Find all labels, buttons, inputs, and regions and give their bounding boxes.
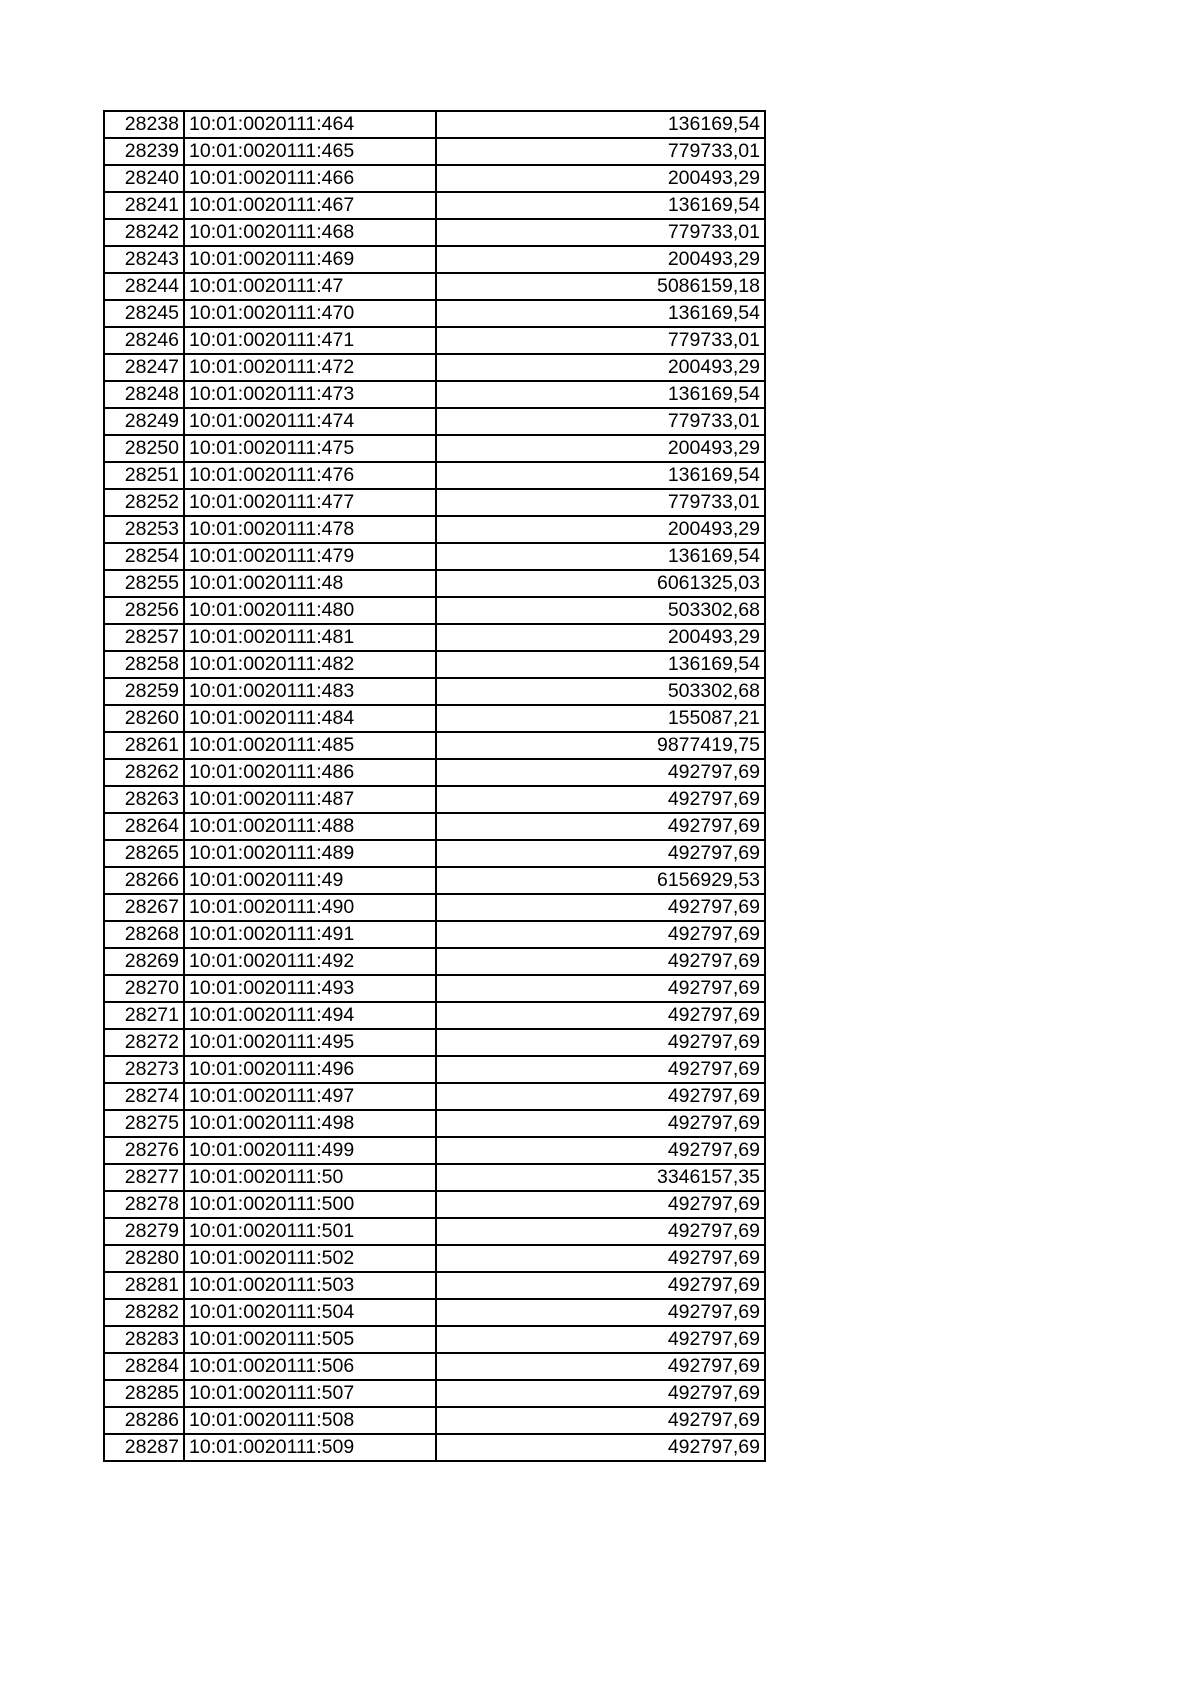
table-row <box>104 1083 765 1110</box>
cadastral-number-cell: 10:01:0020111:486 <box>184 759 436 786</box>
cadastral-value-cell: 492797,69 <box>436 1407 765 1434</box>
cadastral-value-cell: 492797,69 <box>436 1002 765 1029</box>
row-number-cell: 28249 <box>104 408 184 435</box>
row-number-cell: 28248 <box>104 381 184 408</box>
cadastral-number-cell: 10:01:0020111:479 <box>184 543 436 570</box>
table-row <box>104 651 765 678</box>
cadastral-number-cell: 10:01:0020111:503 <box>184 1272 436 1299</box>
cadastral-number-cell: 10:01:0020111:467 <box>184 192 436 219</box>
row-number-cell: 28268 <box>104 921 184 948</box>
row-number-cell: 28271 <box>104 1002 184 1029</box>
cadastral-value-cell: 492797,69 <box>436 1353 765 1380</box>
cadastral-value-cell: 492797,69 <box>436 1191 765 1218</box>
row-number-cell: 28244 <box>104 273 184 300</box>
row-number-cell: 28282 <box>104 1299 184 1326</box>
cadastral-value-cell: 6061325,03 <box>436 570 765 597</box>
row-number-cell: 28274 <box>104 1083 184 1110</box>
table-row <box>104 219 765 246</box>
cadastral-value-cell: 200493,29 <box>436 354 765 381</box>
cadastral-value-cell: 136169,54 <box>436 543 765 570</box>
cadastral-value-table <box>103 110 766 1462</box>
cadastral-number-cell: 10:01:0020111:492 <box>184 948 436 975</box>
cadastral-value-cell: 200493,29 <box>436 246 765 273</box>
row-number-cell: 28251 <box>104 462 184 489</box>
table-row <box>104 732 765 759</box>
cadastral-number-cell: 10:01:0020111:477 <box>184 489 436 516</box>
table-row <box>104 111 765 138</box>
row-number-cell: 28278 <box>104 1191 184 1218</box>
cadastral-value-cell: 136169,54 <box>436 192 765 219</box>
cadastral-number-cell: 10:01:0020111:505 <box>184 1326 436 1353</box>
table-row <box>104 975 765 1002</box>
table-row <box>104 921 765 948</box>
row-number-cell: 28240 <box>104 165 184 192</box>
row-number-cell: 28279 <box>104 1218 184 1245</box>
row-number-cell: 28256 <box>104 597 184 624</box>
row-number-cell: 28239 <box>104 138 184 165</box>
row-number-cell: 28247 <box>104 354 184 381</box>
cadastral-number-cell: 10:01:0020111:464 <box>184 111 436 138</box>
row-number-cell: 28238 <box>104 111 184 138</box>
cadastral-value-cell: 200493,29 <box>436 165 765 192</box>
cadastral-value-cell: 492797,69 <box>436 1029 765 1056</box>
cadastral-value-cell: 492797,69 <box>436 1218 765 1245</box>
cadastral-number-cell: 10:01:0020111:480 <box>184 597 436 624</box>
cadastral-value-cell: 492797,69 <box>436 1245 765 1272</box>
cadastral-number-cell: 10:01:0020111:496 <box>184 1056 436 1083</box>
cadastral-number-cell: 10:01:0020111:475 <box>184 435 436 462</box>
row-number-cell: 28264 <box>104 813 184 840</box>
cadastral-number-cell: 10:01:0020111:493 <box>184 975 436 1002</box>
cadastral-number-cell: 10:01:0020111:487 <box>184 786 436 813</box>
cadastral-number-cell: 10:01:0020111:508 <box>184 1407 436 1434</box>
cadastral-number-cell: 10:01:0020111:482 <box>184 651 436 678</box>
cadastral-number-cell: 10:01:0020111:48 <box>184 570 436 597</box>
cadastral-number-cell: 10:01:0020111:484 <box>184 705 436 732</box>
cadastral-value-cell: 492797,69 <box>436 1272 765 1299</box>
cadastral-value-cell: 492797,69 <box>436 948 765 975</box>
cadastral-value-cell: 3346157,35 <box>436 1164 765 1191</box>
cadastral-number-cell: 10:01:0020111:494 <box>184 1002 436 1029</box>
table-row <box>104 597 765 624</box>
row-number-cell: 28265 <box>104 840 184 867</box>
cadastral-value-cell: 9877419,75 <box>436 732 765 759</box>
cadastral-value-cell: 492797,69 <box>436 1326 765 1353</box>
cadastral-number-cell: 10:01:0020111:488 <box>184 813 436 840</box>
row-number-cell: 28252 <box>104 489 184 516</box>
table-row <box>104 543 765 570</box>
cadastral-value-cell: 492797,69 <box>436 786 765 813</box>
cadastral-number-cell: 10:01:0020111:471 <box>184 327 436 354</box>
cadastral-value-cell: 136169,54 <box>436 381 765 408</box>
row-number-cell: 28263 <box>104 786 184 813</box>
cadastral-number-cell: 10:01:0020111:50 <box>184 1164 436 1191</box>
cadastral-number-cell: 10:01:0020111:49 <box>184 867 436 894</box>
table-row <box>104 192 765 219</box>
table-row <box>104 246 765 273</box>
cadastral-value-cell: 200493,29 <box>436 624 765 651</box>
row-number-cell: 28276 <box>104 1137 184 1164</box>
row-number-cell: 28269 <box>104 948 184 975</box>
table-row <box>104 1029 765 1056</box>
cadastral-number-cell: 10:01:0020111:489 <box>184 840 436 867</box>
cadastral-number-cell: 10:01:0020111:490 <box>184 894 436 921</box>
cadastral-value-cell: 136169,54 <box>436 462 765 489</box>
cadastral-number-cell: 10:01:0020111:478 <box>184 516 436 543</box>
cadastral-number-cell: 10:01:0020111:483 <box>184 678 436 705</box>
table-row <box>104 138 765 165</box>
row-number-cell: 28242 <box>104 219 184 246</box>
cadastral-number-cell: 10:01:0020111:476 <box>184 462 436 489</box>
table-row <box>104 1056 765 1083</box>
cadastral-number-cell: 10:01:0020111:504 <box>184 1299 436 1326</box>
cadastral-value-cell: 492797,69 <box>436 1434 765 1461</box>
row-number-cell: 28275 <box>104 1110 184 1137</box>
table-row <box>104 1434 765 1461</box>
cadastral-number-cell: 10:01:0020111:498 <box>184 1110 436 1137</box>
table-row <box>104 1245 765 1272</box>
cadastral-value-cell: 492797,69 <box>436 894 765 921</box>
row-number-cell: 28280 <box>104 1245 184 1272</box>
cadastral-value-cell: 492797,69 <box>436 759 765 786</box>
table-body <box>104 111 765 1461</box>
cadastral-value-cell: 492797,69 <box>436 1380 765 1407</box>
row-number-cell: 28260 <box>104 705 184 732</box>
row-number-cell: 28286 <box>104 1407 184 1434</box>
cadastral-value-cell: 492797,69 <box>436 813 765 840</box>
table-row <box>104 1299 765 1326</box>
cadastral-number-cell: 10:01:0020111:469 <box>184 246 436 273</box>
table-row <box>104 759 765 786</box>
cadastral-number-cell: 10:01:0020111:500 <box>184 1191 436 1218</box>
cadastral-number-cell: 10:01:0020111:470 <box>184 300 436 327</box>
table-row <box>104 1002 765 1029</box>
cadastral-number-cell: 10:01:0020111:473 <box>184 381 436 408</box>
cadastral-value-cell: 779733,01 <box>436 489 765 516</box>
row-number-cell: 28261 <box>104 732 184 759</box>
cadastral-value-cell: 492797,69 <box>436 921 765 948</box>
table-row <box>104 948 765 975</box>
row-number-cell: 28266 <box>104 867 184 894</box>
table-row <box>104 1326 765 1353</box>
cadastral-value-cell: 779733,01 <box>436 219 765 246</box>
row-number-cell: 28267 <box>104 894 184 921</box>
cadastral-value-cell: 492797,69 <box>436 975 765 1002</box>
table-row <box>104 1164 765 1191</box>
table-row <box>104 489 765 516</box>
row-number-cell: 28285 <box>104 1380 184 1407</box>
table-row <box>104 894 765 921</box>
cadastral-value-cell: 492797,69 <box>436 840 765 867</box>
cadastral-value-cell: 779733,01 <box>436 138 765 165</box>
table-row <box>104 327 765 354</box>
cadastral-value-cell: 5086159,18 <box>436 273 765 300</box>
table-row <box>104 408 765 435</box>
row-number-cell: 28273 <box>104 1056 184 1083</box>
table-row <box>104 1380 765 1407</box>
row-number-cell: 28241 <box>104 192 184 219</box>
table-row <box>104 678 765 705</box>
row-number-cell: 28254 <box>104 543 184 570</box>
cadastral-value-cell: 492797,69 <box>436 1083 765 1110</box>
row-number-cell: 28250 <box>104 435 184 462</box>
row-number-cell: 28284 <box>104 1353 184 1380</box>
row-number-cell: 28277 <box>104 1164 184 1191</box>
table-row <box>104 1272 765 1299</box>
cadastral-number-cell: 10:01:0020111:481 <box>184 624 436 651</box>
cadastral-value-cell: 779733,01 <box>436 408 765 435</box>
cadastral-number-cell: 10:01:0020111:497 <box>184 1083 436 1110</box>
table-row <box>104 840 765 867</box>
table-row <box>104 273 765 300</box>
cadastral-number-cell: 10:01:0020111:474 <box>184 408 436 435</box>
cadastral-number-cell: 10:01:0020111:506 <box>184 1353 436 1380</box>
cadastral-number-cell: 10:01:0020111:507 <box>184 1380 436 1407</box>
row-number-cell: 28243 <box>104 246 184 273</box>
row-number-cell: 28262 <box>104 759 184 786</box>
cadastral-value-cell: 492797,69 <box>436 1137 765 1164</box>
cadastral-number-cell: 10:01:0020111:466 <box>184 165 436 192</box>
row-number-cell: 28270 <box>104 975 184 1002</box>
cadastral-number-cell: 10:01:0020111:468 <box>184 219 436 246</box>
table-row <box>104 381 765 408</box>
cadastral-value-cell: 503302,68 <box>436 597 765 624</box>
table-row <box>104 570 765 597</box>
cadastral-value-cell: 6156929,53 <box>436 867 765 894</box>
row-number-cell: 28257 <box>104 624 184 651</box>
table-row <box>104 813 765 840</box>
cadastral-value-cell: 492797,69 <box>436 1299 765 1326</box>
cadastral-value-cell: 779733,01 <box>436 327 765 354</box>
table-row <box>104 1353 765 1380</box>
row-number-cell: 28246 <box>104 327 184 354</box>
cadastral-number-cell: 10:01:0020111:502 <box>184 1245 436 1272</box>
table-row <box>104 1191 765 1218</box>
table-row <box>104 354 765 381</box>
table-row <box>104 624 765 651</box>
table-row <box>104 1110 765 1137</box>
row-number-cell: 28259 <box>104 678 184 705</box>
table-row <box>104 300 765 327</box>
row-number-cell: 28283 <box>104 1326 184 1353</box>
table-row <box>104 165 765 192</box>
table-row <box>104 516 765 543</box>
cadastral-number-cell: 10:01:0020111:499 <box>184 1137 436 1164</box>
cadastral-value-cell: 200493,29 <box>436 516 765 543</box>
row-number-cell: 28258 <box>104 651 184 678</box>
cadastral-value-cell: 136169,54 <box>436 111 765 138</box>
cadastral-value-cell: 492797,69 <box>436 1056 765 1083</box>
row-number-cell: 28281 <box>104 1272 184 1299</box>
table-row <box>104 462 765 489</box>
table-row <box>104 435 765 462</box>
cadastral-value-cell: 155087,21 <box>436 705 765 732</box>
table-row <box>104 705 765 732</box>
cadastral-number-cell: 10:01:0020111:491 <box>184 921 436 948</box>
cadastral-value-cell: 136169,54 <box>436 651 765 678</box>
cadastral-value-cell: 136169,54 <box>436 300 765 327</box>
cadastral-number-cell: 10:01:0020111:495 <box>184 1029 436 1056</box>
row-number-cell: 28272 <box>104 1029 184 1056</box>
table-row <box>104 1218 765 1245</box>
row-number-cell: 28253 <box>104 516 184 543</box>
cadastral-number-cell: 10:01:0020111:485 <box>184 732 436 759</box>
table-row <box>104 867 765 894</box>
table-row <box>104 1407 765 1434</box>
cadastral-value-cell: 200493,29 <box>436 435 765 462</box>
row-number-cell: 28245 <box>104 300 184 327</box>
table-row <box>104 786 765 813</box>
cadastral-number-cell: 10:01:0020111:472 <box>184 354 436 381</box>
cadastral-number-cell: 10:01:0020111:465 <box>184 138 436 165</box>
cadastral-value-cell: 492797,69 <box>436 1110 765 1137</box>
cadastral-value-cell: 503302,68 <box>436 678 765 705</box>
cadastral-number-cell: 10:01:0020111:509 <box>184 1434 436 1461</box>
row-number-cell: 28287 <box>104 1434 184 1461</box>
cadastral-number-cell: 10:01:0020111:47 <box>184 273 436 300</box>
cadastral-number-cell: 10:01:0020111:501 <box>184 1218 436 1245</box>
row-number-cell: 28255 <box>104 570 184 597</box>
table-row <box>104 1137 765 1164</box>
